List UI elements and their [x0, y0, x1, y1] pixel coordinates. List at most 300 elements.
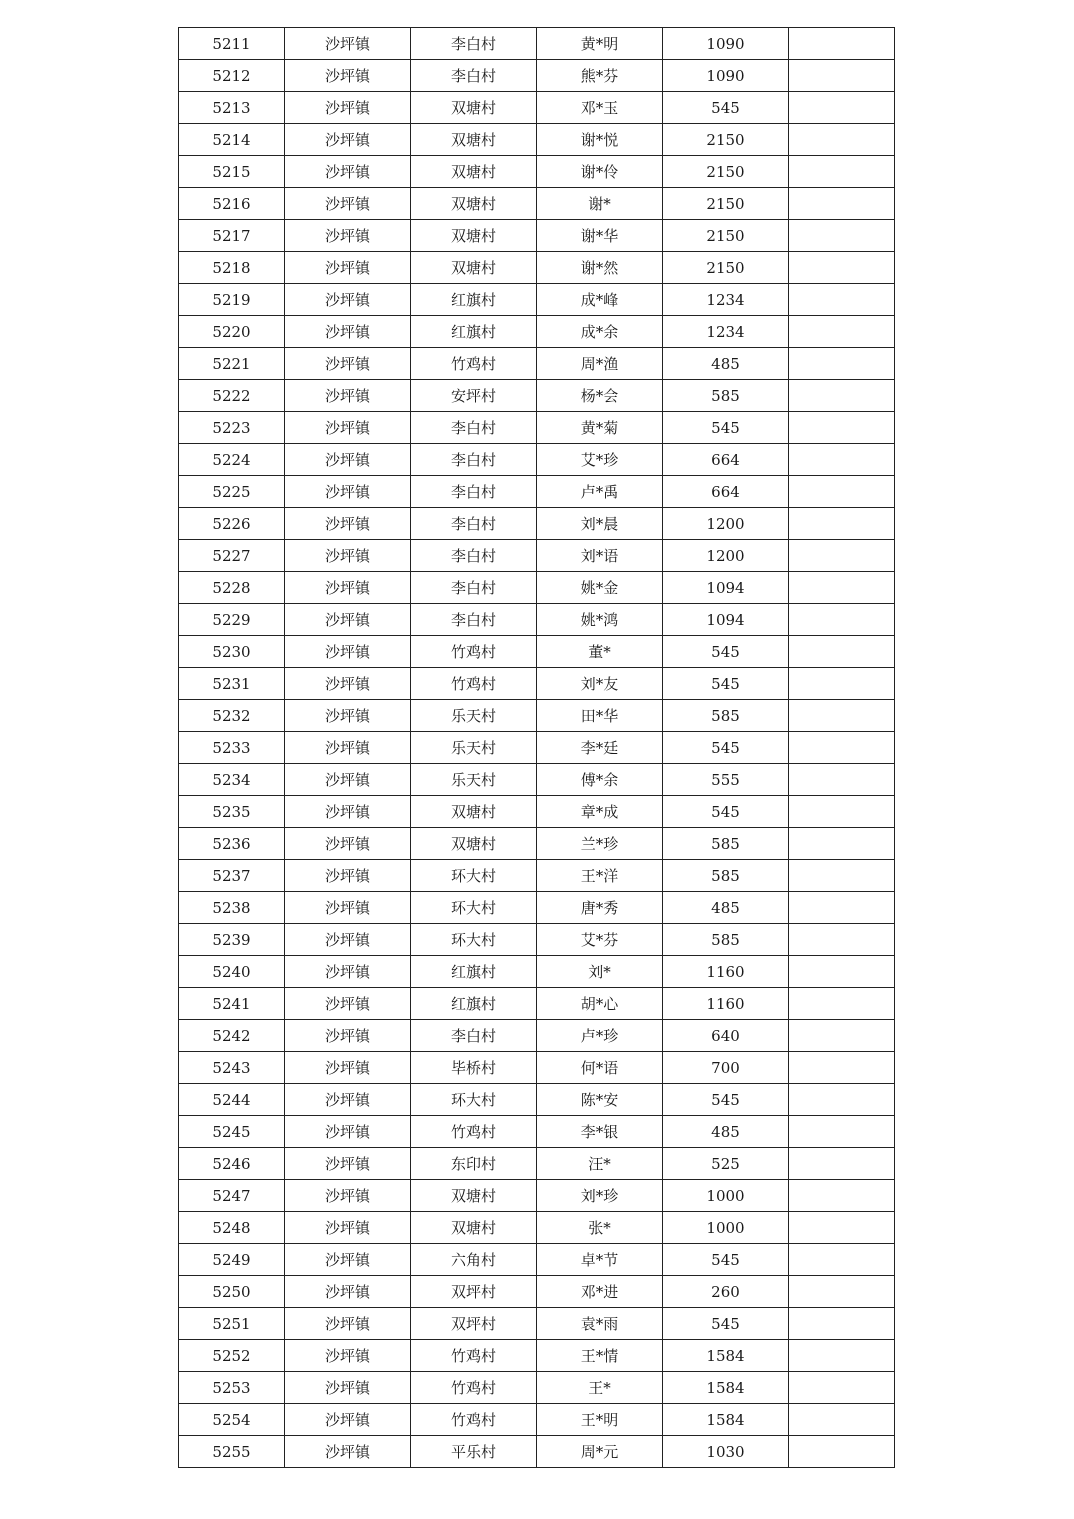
village-cell: 东印村	[411, 1148, 537, 1180]
amount-cell: 545	[663, 668, 789, 700]
village-cell: 双塘村	[411, 220, 537, 252]
village-cell: 李白村	[411, 60, 537, 92]
row-number-cell: 5246	[179, 1148, 285, 1180]
table-row	[179, 156, 895, 188]
village-cell: 李白村	[411, 604, 537, 636]
remark-cell	[789, 412, 895, 444]
town-cell: 沙坪镇	[285, 1084, 411, 1116]
village-cell: 环大村	[411, 860, 537, 892]
village-cell: 红旗村	[411, 988, 537, 1020]
row-number-cell: 5233	[179, 732, 285, 764]
remark-cell	[789, 892, 895, 924]
town-cell: 沙坪镇	[285, 252, 411, 284]
name-cell: 张*	[537, 1212, 663, 1244]
amount-cell: 664	[663, 444, 789, 476]
remark-cell	[789, 252, 895, 284]
amount-cell: 700	[663, 1052, 789, 1084]
amount-cell: 2150	[663, 156, 789, 188]
row-number-cell: 5211	[179, 28, 285, 60]
remark-cell	[789, 156, 895, 188]
name-cell: 卢*禹	[537, 476, 663, 508]
row-number-cell: 5222	[179, 380, 285, 412]
row-number-cell: 5245	[179, 1116, 285, 1148]
table-row	[179, 1372, 895, 1404]
remark-cell	[789, 604, 895, 636]
town-cell: 沙坪镇	[285, 956, 411, 988]
row-number-cell: 5236	[179, 828, 285, 860]
amount-cell: 1584	[663, 1372, 789, 1404]
amount-cell: 545	[663, 1084, 789, 1116]
row-number-cell: 5219	[179, 284, 285, 316]
town-cell: 沙坪镇	[285, 924, 411, 956]
town-cell: 沙坪镇	[285, 348, 411, 380]
village-cell: 双塘村	[411, 252, 537, 284]
table-row	[179, 444, 895, 476]
village-cell: 红旗村	[411, 316, 537, 348]
village-cell: 双塘村	[411, 1180, 537, 1212]
amount-cell: 1030	[663, 1436, 789, 1468]
name-cell: 胡*心	[537, 988, 663, 1020]
remark-cell	[789, 476, 895, 508]
table-row	[179, 220, 895, 252]
village-cell: 李白村	[411, 1020, 537, 1052]
town-cell: 沙坪镇	[285, 1212, 411, 1244]
amount-cell: 525	[663, 1148, 789, 1180]
row-number-cell: 5251	[179, 1308, 285, 1340]
village-cell: 乐天村	[411, 700, 537, 732]
row-number-cell: 5252	[179, 1340, 285, 1372]
table-row	[179, 956, 895, 988]
village-cell: 安坪村	[411, 380, 537, 412]
name-cell: 邓*进	[537, 1276, 663, 1308]
village-cell: 六角村	[411, 1244, 537, 1276]
row-number-cell: 5239	[179, 924, 285, 956]
name-cell: 何*语	[537, 1052, 663, 1084]
amount-cell: 1090	[663, 60, 789, 92]
amount-cell: 545	[663, 732, 789, 764]
village-cell: 乐天村	[411, 732, 537, 764]
town-cell: 沙坪镇	[285, 476, 411, 508]
town-cell: 沙坪镇	[285, 1148, 411, 1180]
town-cell: 沙坪镇	[285, 860, 411, 892]
amount-cell: 1584	[663, 1340, 789, 1372]
village-cell: 双塘村	[411, 796, 537, 828]
town-cell: 沙坪镇	[285, 604, 411, 636]
town-cell: 沙坪镇	[285, 572, 411, 604]
name-cell: 董*	[537, 636, 663, 668]
table-row	[179, 1436, 895, 1468]
village-cell: 毕桥村	[411, 1052, 537, 1084]
town-cell: 沙坪镇	[285, 540, 411, 572]
town-cell: 沙坪镇	[285, 732, 411, 764]
amount-cell: 2150	[663, 252, 789, 284]
village-cell: 竹鸡村	[411, 636, 537, 668]
name-cell: 王*	[537, 1372, 663, 1404]
amount-cell: 545	[663, 636, 789, 668]
name-cell: 熊*芬	[537, 60, 663, 92]
town-cell: 沙坪镇	[285, 1404, 411, 1436]
remark-cell	[789, 220, 895, 252]
name-cell: 刘*语	[537, 540, 663, 572]
town-cell: 沙坪镇	[285, 156, 411, 188]
village-cell: 竹鸡村	[411, 1340, 537, 1372]
amount-cell: 485	[663, 348, 789, 380]
name-cell: 艾*珍	[537, 444, 663, 476]
village-cell: 李白村	[411, 508, 537, 540]
table-row	[179, 1276, 895, 1308]
town-cell: 沙坪镇	[285, 124, 411, 156]
row-number-cell: 5213	[179, 92, 285, 124]
name-cell: 章*成	[537, 796, 663, 828]
row-number-cell: 5232	[179, 700, 285, 732]
name-cell: 成*余	[537, 316, 663, 348]
row-number-cell: 5254	[179, 1404, 285, 1436]
town-cell: 沙坪镇	[285, 28, 411, 60]
amount-cell: 2150	[663, 220, 789, 252]
amount-cell: 1094	[663, 604, 789, 636]
row-number-cell: 5248	[179, 1212, 285, 1244]
village-cell: 双塘村	[411, 124, 537, 156]
row-number-cell: 5230	[179, 636, 285, 668]
town-cell: 沙坪镇	[285, 1052, 411, 1084]
name-cell: 刘*友	[537, 668, 663, 700]
remark-cell	[789, 92, 895, 124]
remark-cell	[789, 284, 895, 316]
table-row	[179, 1084, 895, 1116]
town-cell: 沙坪镇	[285, 380, 411, 412]
town-cell: 沙坪镇	[285, 412, 411, 444]
row-number-cell: 5249	[179, 1244, 285, 1276]
amount-cell: 1584	[663, 1404, 789, 1436]
row-number-cell: 5216	[179, 188, 285, 220]
remark-cell	[789, 1244, 895, 1276]
table-row	[179, 1244, 895, 1276]
row-number-cell: 5220	[179, 316, 285, 348]
remark-cell	[789, 1404, 895, 1436]
name-cell: 谢*华	[537, 220, 663, 252]
remark-cell	[789, 700, 895, 732]
name-cell: 谢*伶	[537, 156, 663, 188]
village-cell: 环大村	[411, 892, 537, 924]
village-cell: 双塘村	[411, 188, 537, 220]
table-row	[179, 572, 895, 604]
town-cell: 沙坪镇	[285, 188, 411, 220]
town-cell: 沙坪镇	[285, 1180, 411, 1212]
village-cell: 竹鸡村	[411, 348, 537, 380]
name-cell: 王*情	[537, 1340, 663, 1372]
amount-cell: 545	[663, 796, 789, 828]
table-row	[179, 764, 895, 796]
remark-cell	[789, 572, 895, 604]
table-row	[179, 284, 895, 316]
town-cell: 沙坪镇	[285, 1244, 411, 1276]
table-row	[179, 1308, 895, 1340]
town-cell: 沙坪镇	[285, 1372, 411, 1404]
name-cell: 成*峰	[537, 284, 663, 316]
table-row	[179, 28, 895, 60]
table-row	[179, 508, 895, 540]
name-cell: 傅*余	[537, 764, 663, 796]
village-cell: 双塘村	[411, 92, 537, 124]
village-cell: 竹鸡村	[411, 668, 537, 700]
amount-cell: 1234	[663, 284, 789, 316]
town-cell: 沙坪镇	[285, 316, 411, 348]
name-cell: 汪*	[537, 1148, 663, 1180]
town-cell: 沙坪镇	[285, 1436, 411, 1468]
village-cell: 李白村	[411, 540, 537, 572]
town-cell: 沙坪镇	[285, 1308, 411, 1340]
name-cell: 谢*	[537, 188, 663, 220]
name-cell: 王*洋	[537, 860, 663, 892]
table-row	[179, 1020, 895, 1052]
remark-cell	[789, 1148, 895, 1180]
amount-cell: 1160	[663, 988, 789, 1020]
name-cell: 刘*晨	[537, 508, 663, 540]
amount-cell: 1094	[663, 572, 789, 604]
row-number-cell: 5224	[179, 444, 285, 476]
town-cell: 沙坪镇	[285, 636, 411, 668]
remark-cell	[789, 444, 895, 476]
row-number-cell: 5214	[179, 124, 285, 156]
village-cell: 双塘村	[411, 1212, 537, 1244]
row-number-cell: 5244	[179, 1084, 285, 1116]
remark-cell	[789, 828, 895, 860]
amount-cell: 640	[663, 1020, 789, 1052]
row-number-cell: 5227	[179, 540, 285, 572]
row-number-cell: 5228	[179, 572, 285, 604]
remark-cell	[789, 124, 895, 156]
town-cell: 沙坪镇	[285, 60, 411, 92]
row-number-cell: 5218	[179, 252, 285, 284]
amount-cell: 555	[663, 764, 789, 796]
village-cell: 双塘村	[411, 156, 537, 188]
row-number-cell: 5212	[179, 60, 285, 92]
remark-cell	[789, 924, 895, 956]
village-cell: 乐天村	[411, 764, 537, 796]
name-cell: 袁*雨	[537, 1308, 663, 1340]
remark-cell	[789, 60, 895, 92]
amount-cell: 1200	[663, 508, 789, 540]
name-cell: 刘*	[537, 956, 663, 988]
row-number-cell: 5223	[179, 412, 285, 444]
name-cell: 邓*玉	[537, 92, 663, 124]
remark-cell	[789, 188, 895, 220]
row-number-cell: 5221	[179, 348, 285, 380]
table-row	[179, 1180, 895, 1212]
table-row	[179, 1116, 895, 1148]
table-row	[179, 124, 895, 156]
row-number-cell: 5231	[179, 668, 285, 700]
town-cell: 沙坪镇	[285, 1340, 411, 1372]
village-cell: 双坪村	[411, 1308, 537, 1340]
remark-cell	[789, 540, 895, 572]
table-row	[179, 92, 895, 124]
amount-cell: 1000	[663, 1212, 789, 1244]
amount-cell: 585	[663, 380, 789, 412]
table-row	[179, 252, 895, 284]
village-cell: 双坪村	[411, 1276, 537, 1308]
table-row	[179, 988, 895, 1020]
remark-cell	[789, 1372, 895, 1404]
amount-cell: 2150	[663, 124, 789, 156]
name-cell: 杨*会	[537, 380, 663, 412]
remark-cell	[789, 1436, 895, 1468]
table-row	[179, 1212, 895, 1244]
amount-cell: 1200	[663, 540, 789, 572]
town-cell: 沙坪镇	[285, 284, 411, 316]
name-cell: 谢*然	[537, 252, 663, 284]
name-cell: 姚*金	[537, 572, 663, 604]
amount-cell: 1090	[663, 28, 789, 60]
records-table	[178, 27, 895, 1468]
remark-cell	[789, 508, 895, 540]
town-cell: 沙坪镇	[285, 92, 411, 124]
village-cell: 李白村	[411, 476, 537, 508]
amount-cell: 1000	[663, 1180, 789, 1212]
village-cell: 竹鸡村	[411, 1372, 537, 1404]
table-row	[179, 668, 895, 700]
remark-cell	[789, 668, 895, 700]
amount-cell: 664	[663, 476, 789, 508]
remark-cell	[789, 380, 895, 412]
remark-cell	[789, 1020, 895, 1052]
village-cell: 红旗村	[411, 284, 537, 316]
row-number-cell: 5242	[179, 1020, 285, 1052]
name-cell: 谢*悦	[537, 124, 663, 156]
row-number-cell: 5225	[179, 476, 285, 508]
name-cell: 周*元	[537, 1436, 663, 1468]
table-row	[179, 1052, 895, 1084]
row-number-cell: 5226	[179, 508, 285, 540]
name-cell: 唐*秀	[537, 892, 663, 924]
row-number-cell: 5237	[179, 860, 285, 892]
remark-cell	[789, 796, 895, 828]
village-cell: 竹鸡村	[411, 1116, 537, 1148]
table-row	[179, 540, 895, 572]
village-cell: 李白村	[411, 444, 537, 476]
table-row	[179, 892, 895, 924]
table-row	[179, 860, 895, 892]
row-number-cell: 5240	[179, 956, 285, 988]
remark-cell	[789, 1340, 895, 1372]
row-number-cell: 5217	[179, 220, 285, 252]
amount-cell: 545	[663, 92, 789, 124]
name-cell: 陈*安	[537, 1084, 663, 1116]
village-cell: 竹鸡村	[411, 1404, 537, 1436]
name-cell: 李*廷	[537, 732, 663, 764]
remark-cell	[789, 1116, 895, 1148]
row-number-cell: 5235	[179, 796, 285, 828]
row-number-cell: 5238	[179, 892, 285, 924]
remark-cell	[789, 988, 895, 1020]
amount-cell: 545	[663, 1244, 789, 1276]
name-cell: 姚*鸿	[537, 604, 663, 636]
amount-cell: 545	[663, 412, 789, 444]
row-number-cell: 5250	[179, 1276, 285, 1308]
remark-cell	[789, 1180, 895, 1212]
remark-cell	[789, 860, 895, 892]
name-cell: 卢*珍	[537, 1020, 663, 1052]
amount-cell: 585	[663, 924, 789, 956]
amount-cell: 585	[663, 828, 789, 860]
remark-cell	[789, 764, 895, 796]
table-row	[179, 604, 895, 636]
row-number-cell: 5247	[179, 1180, 285, 1212]
remark-cell	[789, 636, 895, 668]
amount-cell: 585	[663, 700, 789, 732]
remark-cell	[789, 1308, 895, 1340]
table-row	[179, 700, 895, 732]
table-row	[179, 60, 895, 92]
remark-cell	[789, 1084, 895, 1116]
table-row	[179, 1340, 895, 1372]
village-cell: 环大村	[411, 1084, 537, 1116]
amount-cell: 485	[663, 1116, 789, 1148]
name-cell: 艾*芬	[537, 924, 663, 956]
row-number-cell: 5255	[179, 1436, 285, 1468]
town-cell: 沙坪镇	[285, 988, 411, 1020]
table-row	[179, 636, 895, 668]
row-number-cell: 5253	[179, 1372, 285, 1404]
amount-cell: 1234	[663, 316, 789, 348]
town-cell: 沙坪镇	[285, 1020, 411, 1052]
town-cell: 沙坪镇	[285, 796, 411, 828]
table-row	[179, 796, 895, 828]
name-cell: 田*华	[537, 700, 663, 732]
town-cell: 沙坪镇	[285, 1276, 411, 1308]
town-cell: 沙坪镇	[285, 508, 411, 540]
remark-cell	[789, 316, 895, 348]
table-row	[179, 1404, 895, 1436]
name-cell: 王*明	[537, 1404, 663, 1436]
name-cell: 周*渔	[537, 348, 663, 380]
row-number-cell: 5243	[179, 1052, 285, 1084]
remark-cell	[789, 1212, 895, 1244]
amount-cell: 545	[663, 1308, 789, 1340]
remark-cell	[789, 1052, 895, 1084]
amount-cell: 585	[663, 860, 789, 892]
name-cell: 李*银	[537, 1116, 663, 1148]
amount-cell: 485	[663, 892, 789, 924]
table-row	[179, 828, 895, 860]
town-cell: 沙坪镇	[285, 668, 411, 700]
village-cell: 平乐村	[411, 1436, 537, 1468]
name-cell: 刘*珍	[537, 1180, 663, 1212]
village-cell: 李白村	[411, 28, 537, 60]
town-cell: 沙坪镇	[285, 444, 411, 476]
records-table-body	[179, 28, 895, 1468]
name-cell: 黄*菊	[537, 412, 663, 444]
row-number-cell: 5241	[179, 988, 285, 1020]
remark-cell	[789, 732, 895, 764]
row-number-cell: 5215	[179, 156, 285, 188]
amount-cell: 260	[663, 1276, 789, 1308]
town-cell: 沙坪镇	[285, 764, 411, 796]
table-row	[179, 924, 895, 956]
name-cell: 卓*节	[537, 1244, 663, 1276]
village-cell: 双塘村	[411, 828, 537, 860]
table-row	[179, 348, 895, 380]
village-cell: 环大村	[411, 924, 537, 956]
table-row	[179, 732, 895, 764]
town-cell: 沙坪镇	[285, 1116, 411, 1148]
remark-cell	[789, 956, 895, 988]
town-cell: 沙坪镇	[285, 828, 411, 860]
amount-cell: 2150	[663, 188, 789, 220]
village-cell: 李白村	[411, 572, 537, 604]
village-cell: 李白村	[411, 412, 537, 444]
remark-cell	[789, 28, 895, 60]
